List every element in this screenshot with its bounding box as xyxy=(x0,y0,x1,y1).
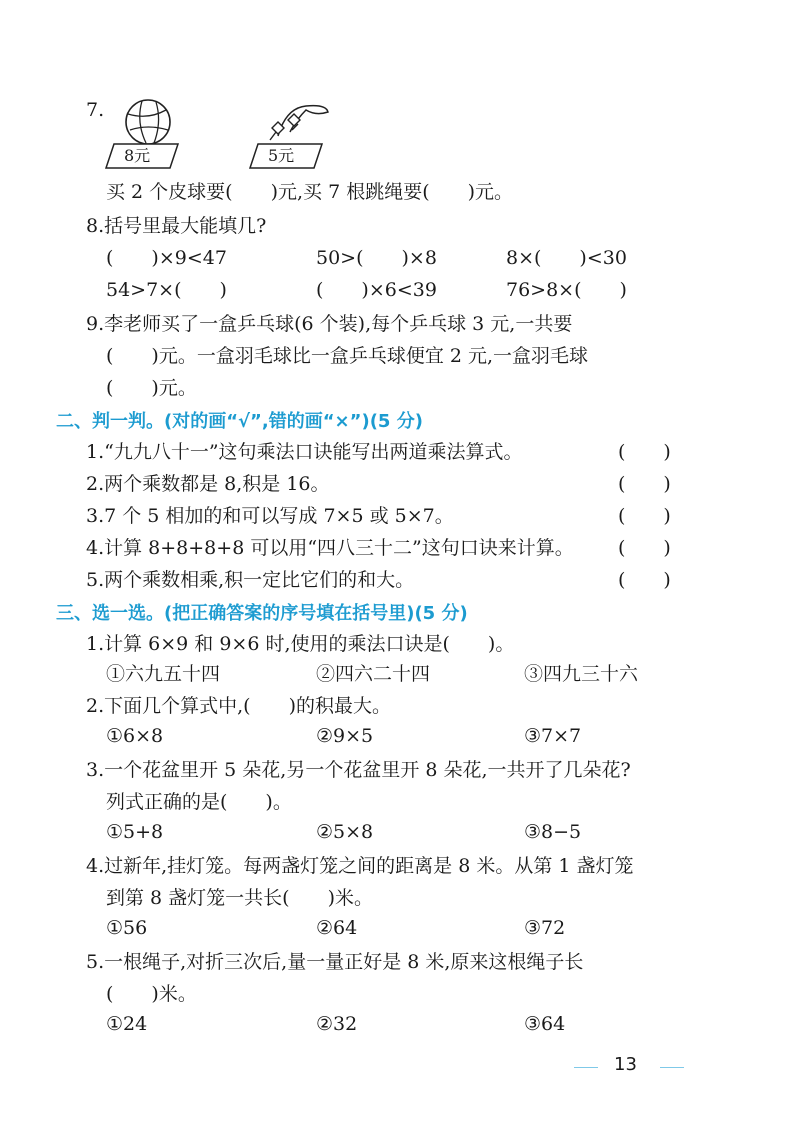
s3-q3-line2: 列式正确的是( )。 xyxy=(106,791,292,813)
question-8-title: 8.括号里最大能填几? xyxy=(86,215,267,237)
s3-q1-option2: ②四六二十四 xyxy=(316,663,431,685)
question-7-number: 7. xyxy=(86,99,105,121)
ball-icon xyxy=(118,98,178,148)
s3-q3-option3: ③8−5 xyxy=(524,821,582,843)
q8-row2-item3: 76>8×( ) xyxy=(506,279,627,301)
q8-row1-item1: ( )×9<47 xyxy=(106,247,227,269)
footer-rule-left xyxy=(574,1067,598,1068)
question-9-line2: ( )元。一盒羽毛球比一盒乒乓球便宜 2 元,一盒羽毛球 xyxy=(106,345,589,367)
question-9-line3: ( )元。 xyxy=(106,377,197,399)
s2-item2-paren: ( ) xyxy=(618,473,671,495)
q8-row1-item3: 8×( )<30 xyxy=(506,247,627,269)
footer-rule-right xyxy=(660,1067,684,1068)
s3-q3-line1: 3.一个花盆里开 5 朵花,另一个花盆里开 8 朵花,一共开了几朵花? xyxy=(86,759,631,781)
s3-q1-option1: ①六九五十四 xyxy=(106,663,221,685)
q8-row2-item1: 54>7×( ) xyxy=(106,279,227,301)
s3-q1-option3: ③四九三十六 xyxy=(524,663,639,685)
s2-item1: 1.“九九八十一”这句乘法口诀能写出两道乘法算式。 xyxy=(86,441,523,463)
ball-price: 8元 xyxy=(124,146,151,165)
s3-q3-option2: ②5×8 xyxy=(316,821,374,843)
s2-item2: 2.两个乘数都是 8,积是 16。 xyxy=(86,473,330,495)
s3-q2-option1: ①6×8 xyxy=(106,725,164,747)
s3-q4-line2: 到第 8 盏灯笼一共长( )米。 xyxy=(106,887,373,909)
q8-row1-item2: 50>( )×8 xyxy=(316,247,437,269)
s2-item4: 4.计算 8+8+8+8 可以用“四八三十二”这句口诀来计算。 xyxy=(86,537,574,559)
s3-q2-text: 2.下面几个算式中,( )的积最大。 xyxy=(86,695,391,717)
s3-q3-option1: ①5+8 xyxy=(106,821,164,843)
s2-item5: 5.两个乘数相乘,积一定比它们的和大。 xyxy=(86,569,415,591)
section-3-title: 三、选一选。(把正确答案的序号填在括号里)(5 分) xyxy=(56,603,468,624)
s2-item1-paren: ( ) xyxy=(618,441,671,463)
s3-q4-line1: 4.过新年,挂灯笼。每两盏灯笼之间的距离是 8 米。从第 1 盏灯笼 xyxy=(86,855,634,877)
s3-q2-option2: ②9×5 xyxy=(316,725,374,747)
section-2-title: 二、判一判。(对的画“√”,错的画“×”)(5 分) xyxy=(56,411,423,432)
s3-q1-text: 1.计算 6×9 和 9×6 时,使用的乘法口诀是( )。 xyxy=(86,633,515,655)
s3-q4-option1: ①56 xyxy=(106,917,148,939)
s2-item5-paren: ( ) xyxy=(618,569,671,591)
q8-row2-item2: ( )×6<39 xyxy=(316,279,437,301)
rope-price: 5元 xyxy=(268,146,295,165)
s3-q5-line2: ( )米。 xyxy=(106,983,197,1005)
s3-q4-option3: ③72 xyxy=(524,917,566,939)
page-number: 13 xyxy=(614,1054,637,1075)
s2-item3: 3.7 个 5 相加的和可以写成 7×5 或 5×7。 xyxy=(86,505,454,527)
s2-item3-paren: ( ) xyxy=(618,505,671,527)
jump-rope-icon xyxy=(256,98,336,148)
s3-q5-option1: ①24 xyxy=(106,1013,148,1035)
s3-q2-option3: ③7×7 xyxy=(524,725,582,747)
question-9-line1: 9.李老师买了一盒乒乓球(6 个装),每个乒乓球 3 元,一共要 xyxy=(86,313,573,335)
s3-q4-option2: ②64 xyxy=(316,917,358,939)
s3-q5-option2: ②32 xyxy=(316,1013,358,1035)
question-7-text: 买 2 个皮球要( )元,买 7 根跳绳要( )元。 xyxy=(106,181,514,203)
s3-q5-line1: 5.一根绳子,对折三次后,量一量正好是 8 米,原来这根绳子长 xyxy=(86,951,584,973)
s3-q5-option3: ③64 xyxy=(524,1013,566,1035)
s2-item4-paren: ( ) xyxy=(618,537,671,559)
